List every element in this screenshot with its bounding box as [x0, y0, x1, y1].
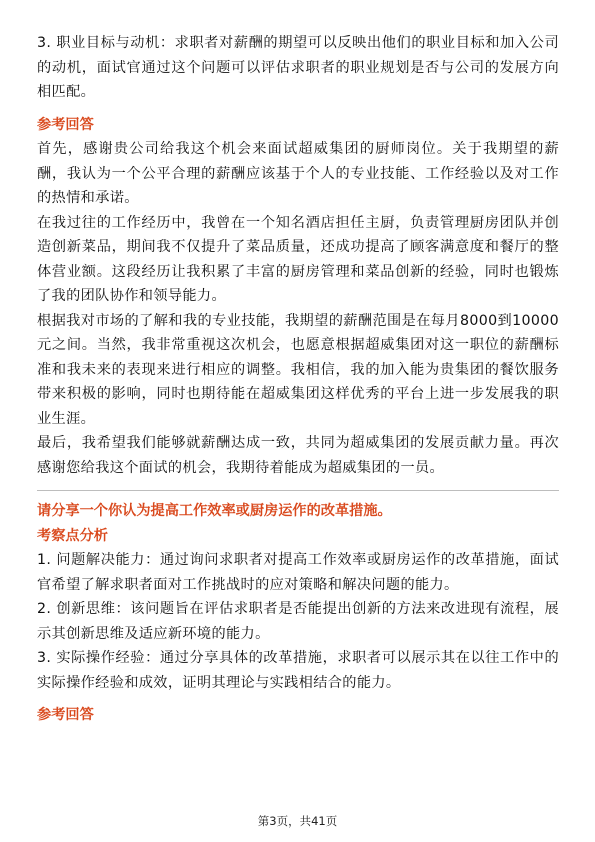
analysis-point-1: 1. 问题解决能力：通过询问求职者对提高工作效率或厨房运作的改革措施，面试官希望了解求职者面对工作挑战时的应对策略和解决问题的能力。: [37, 552, 559, 593]
reference-answer-heading-2: 参考回答: [37, 707, 94, 723]
page-number: 第3页，共41页: [257, 814, 338, 828]
analysis-point-3b: 3. 实际操作经验：通过分享具体的改革措施，求职者可以展示其在以往工作中的实际操作经验和成效，证明其理论与实践相结合的能力。: [37, 650, 559, 691]
section-divider: [37, 490, 559, 491]
answer-paragraph-3: 根据我对市场的了解和我的专业技能，我期望的薪酬范围是在每月8000到10000元之间。当然，我非常重视这次机会，也愿意根据超威集团对这一职位的薪酬标准和我未来的表现来进行相应的调整。我相信，我的加入能为贵集团的餐饮服务带来积极的影响，同时也期待能在超威集团这样优秀的平台上进一步发展我的职业生涯。: [37, 312, 559, 427]
analysis-point-3: 3. 职业目标与动机：求职者对薪酬的期望可以反映出他们的职业目标和加入公司的动机，面试官通过这个问题可以评估求职者的职业规划是否与公司的发展方向相匹配。: [37, 35, 559, 100]
analysis-point-2: 2. 创新思维：该问题旨在评估求职者是否能提出创新的方法来改进现有流程，展示其创新思维及适应新环境的能力。: [37, 601, 559, 642]
reference-answer-heading: 参考回答: [37, 116, 94, 133]
page-content: [37, 31, 559, 728]
answer-paragraph-1: 首先，感谢贵公司给我这个机会来面试超威集团的厨师岗位。关于我期望的薪酬，我认为一个公平合理的薪酬应该基于个人的专业技能、工作经验以及对工作的热情和承诺。: [37, 141, 559, 206]
question-title: 请分享一个你认为提高工作效率或厨房运作的改革措施。: [37, 503, 392, 519]
analysis-heading: 考察点分析: [37, 527, 108, 544]
answer-paragraph-4: 最后，我希望我们能够就薪酬达成一致，共同为超威集团的发展贡献力量。再次感谢您给我这个面试的机会，我期待着能成为超威集团的一员。: [37, 435, 559, 476]
answer-paragraph-2: 在我过往的工作经历中，我曾在一个知名酒店担任主厨，负责管理厨房团队并创造创新菜品，期间我不仅提升了菜品质量，还成功提高了顾客满意度和餐厅的整体营业额。这段经历让我积累了丰富的厨房管理和菜品创新的经验，同时也锻炼了我的团队协作和领导能力。: [37, 214, 559, 304]
